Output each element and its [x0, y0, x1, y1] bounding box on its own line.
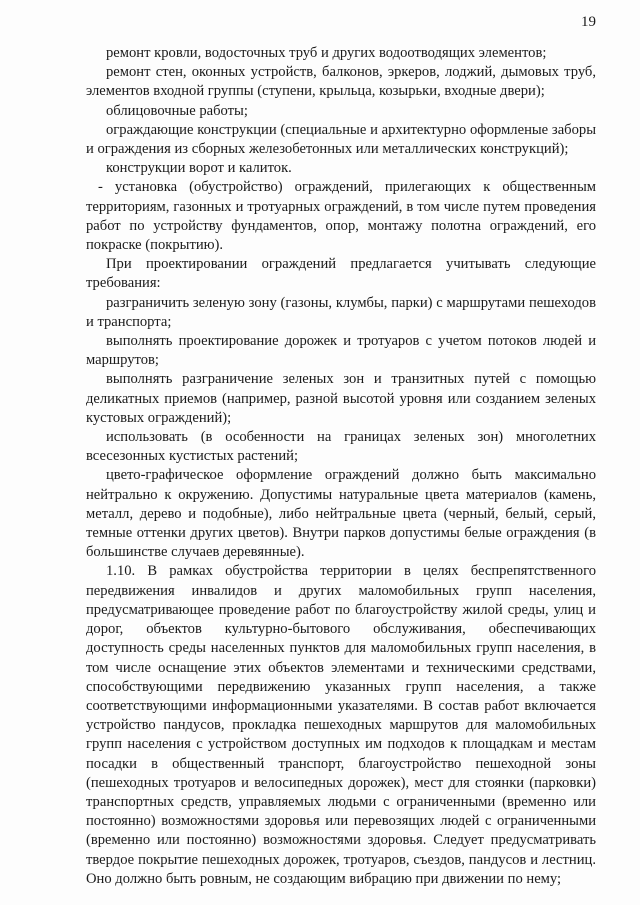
- paragraph: конструкции ворот и калиток.: [106, 160, 292, 177]
- paragraph: ограждающие конструкции (специальные и архитектурно оформленые заборы и ограждения из сборных железобетонных или металлических конструкций);: [86, 121, 596, 158]
- paragraph: ремонт кровли, водосточных труб и других водоотводящих элементов;: [106, 45, 547, 61]
- document-body: [86, 44, 596, 889]
- paragraph: использовать (в особенности на границах зеленых зон) многолетних всесезонных кустистых растений;: [86, 429, 596, 465]
- paragraph: - установка (обустройство) ограждений, прилегающих к общественным территориям, газонных и тротуарных ограждений, в том числе путем проведения работ по устройству фундаментов, опор, монтажу полотна ограждений, его покраске (покрытию).: [86, 179, 596, 254]
- paragraph: ремонт стен, оконных устройств, балконов, эркеров, лоджий, дымовых труб, элементов входной группы (ступени, крыльца, козырьки, входные двери);: [86, 64, 596, 100]
- paragraph: цвето-графическое оформление ограждений должно быть максимально нейтрально к окружению. Допустимы натуральные цвета материалов (камень, металл, дерево и подобные), либо нейтральные цвета (черный, белый, серый, темные оттенки других цветов). Внутри парков допустимы белые ограждения (в большинстве случаев деревянные).: [86, 467, 596, 561]
- paragraph: разграничить зеленую зону (газоны, клумбы, парки) с маршрутами пешеходов и транспорта;: [86, 294, 596, 330]
- paragraph: облицовочные работы;: [106, 102, 248, 119]
- paragraph: выполнять проектирование дорожек и тротуаров с учетом потоков людей и маршрутов;: [86, 333, 596, 369]
- page-number: 19: [581, 14, 596, 30]
- paragraph: 1.10. В рамках обустройства территории в целях беспрепятственного передвижения инвалидов и других маломобильных групп населения, предусматривающее проведение работ по благоустройству жилой среды, улиц и дорог, объектов культурно-бытового обслуживания, обеспечивающих доступность среды населенных пунктов для маломобильных групп населения, в том числе оснащение этих объектов элементами и техническими средствами, способствующими передвижению указанных групп населения, а также соответствующими информационными указателями. В состав работ включается устройство пандусов, прокладка пешеходных маршрутов для маломобильных групп населения с устройством доступных им подходов к площадкам и местам посадки в общественный транспорт, благоустройство пешеходной зоны (пешеходных тротуаров и велосипедных дорожек), мест для стоянки (парковки) транспортных средств, управляемых людьми с ограниченными (временно или постоянно) возможностями здоровья или перевозящих людей с ограниченными (временно или постоянно) возможностями здоровья. Следует предусматривать твердое покрытие пешеходных дорожек, тротуаров, съездов, пандусов и лестниц. Оно должно быть ровным, не создающим вибрацию при движении по нему;: [86, 563, 596, 887]
- paragraph: выполнять разграничение зеленых зон и транзитных путей с помощью деликатных приемов (например, разной высотой уровня или созданием зеленых кустовых ограждений);: [86, 371, 596, 426]
- paragraph: При проектировании ограждений предлагается учитывать следующие требования:: [86, 256, 596, 292]
